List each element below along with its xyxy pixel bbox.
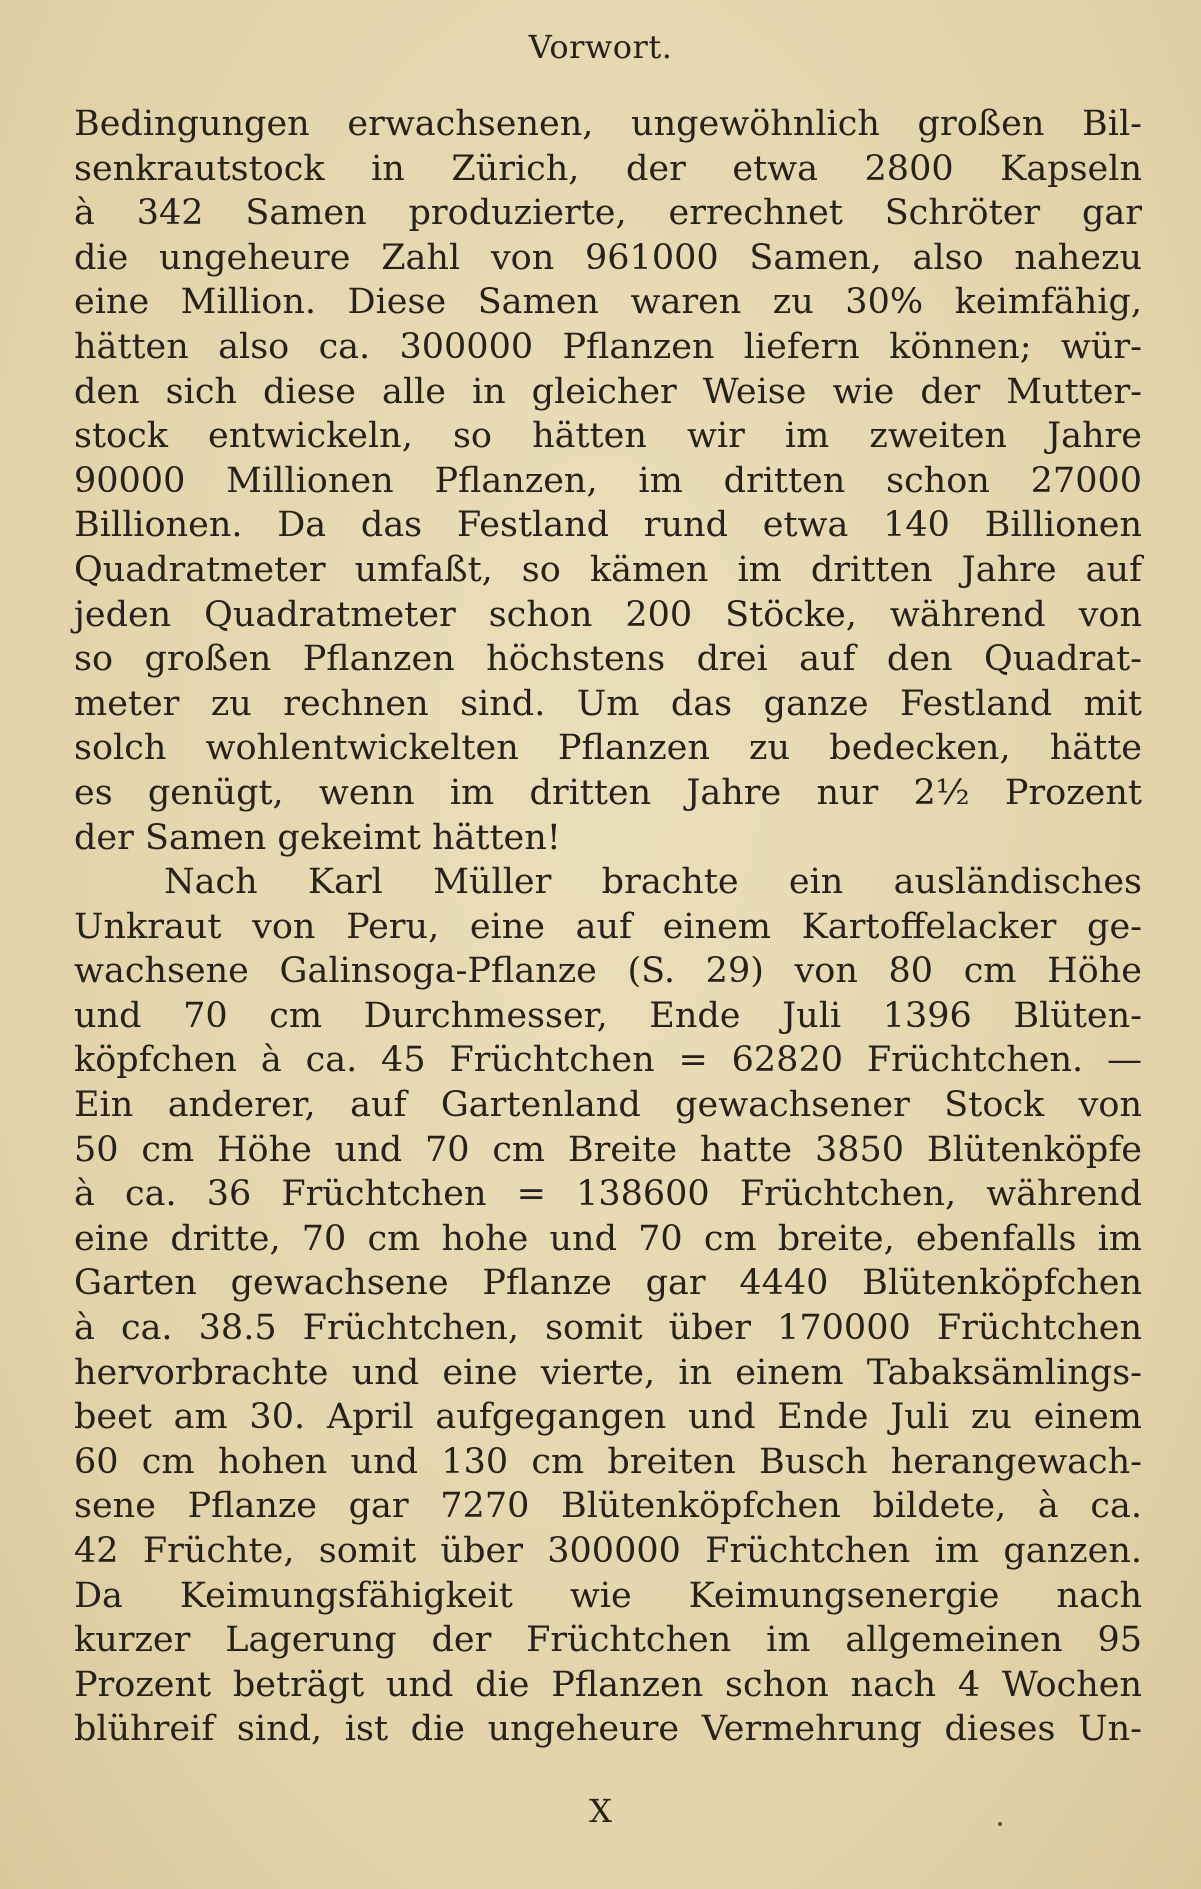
text-line: es genügt, wenn im dritten Jahre nur 2½ Prozent (74, 772, 1142, 813)
text-line: à ca. 36 Früchtchen = 138600 Früchtchen, während (74, 1174, 1142, 1215)
text-line: Ein anderer, auf Gartenland gewachsener Stock von (74, 1085, 1142, 1126)
text-line: Unkraut von Peru, eine auf einem Kartoffelacker ge- (74, 906, 1142, 947)
text-line: à 342 Samen produzierte, errechnet Schröter gar (74, 193, 1142, 234)
text-line: die ungeheure Zahl von 961000 Samen, also nahezu (74, 237, 1142, 278)
body-text (74, 102, 1142, 1752)
text-line: senkrautstock in Zürich, der etwa 2800 Kapseln (74, 148, 1142, 189)
text-line: Prozent beträgt und die Pflanzen schon nach 4 Wochen (74, 1664, 1142, 1705)
text-line: Billionen. Da das Festland rund etwa 140 Billionen (74, 505, 1142, 546)
text-line: köpfchen à ca. 45 Früchtchen = 62820 Früchtchen. — (74, 1040, 1142, 1081)
paragraph-end-line: der Samen gekeimt hätten! (74, 817, 561, 858)
text-line: 50 cm Höhe und 70 cm Breite hatte 3850 Blütenköpfe (74, 1129, 1142, 1170)
text-line: so großen Pflanzen höchstens drei auf den Quadrat- (74, 639, 1142, 680)
text-line: 60 cm hohen und 130 cm breiten Busch herangewach- (74, 1441, 1142, 1482)
text-line: wachsene Galinsoga-Pflanze (S. 29) von 80 cm Höhe (74, 951, 1142, 992)
text-line: Bedingungen erwachsenen, ungewöhnlich großen Bil- (74, 104, 1142, 144)
text-line: kurzer Lagerung der Früchtchen im allgemeinen 95 (74, 1620, 1142, 1661)
text-line: 90000 Millionen Pflanzen, im dritten schon 27000 (74, 460, 1142, 501)
page-number: X (589, 1792, 612, 1830)
text-line: blühreif sind, ist die ungeheure Vermehrung dieses Un- (74, 1709, 1142, 1750)
text-line: hätten also ca. 300000 Pflanzen liefern können; wür- (74, 326, 1142, 367)
text-line: 42 Früchte, somit über 300000 Früchtchen im ganzen. (74, 1531, 1142, 1571)
paper-speck (998, 1822, 1002, 1826)
text-line: den sich diese alle in gleicher Weise wie der Mutter- (74, 371, 1142, 412)
text-line: stock entwickeln, so hätten wir im zweiten Jahre (74, 416, 1142, 457)
text-line: hervorbrachte und eine vierte, in einem Tabaksämlings- (74, 1352, 1142, 1393)
text-line: à ca. 38.5 Früchtchen, somit über 170000 Früchtchen (74, 1308, 1142, 1349)
text-line: eine dritte, 70 cm hohe und 70 cm breite, ebenfalls im (74, 1218, 1142, 1259)
text-line: Da Keimungsfähigkeit wie Keimungsenergie nach (74, 1575, 1142, 1616)
text-line: solch wohlentwickelten Pflanzen zu bedecken, hätte (74, 728, 1142, 769)
running-head: Vorwort. (528, 28, 673, 66)
text-line: jeden Quadratmeter schon 200 Stöcke, während von (74, 594, 1142, 635)
text-line: Quadratmeter umfaßt, so kämen im dritten Jahre auf (74, 549, 1142, 590)
text-line: meter zu rechnen sind. Um das ganze Festland mit (74, 683, 1142, 724)
text-line: Garten gewachsene Pflanze gar 4440 Blütenköpfchen (74, 1263, 1142, 1304)
text-line: sene Pflanze gar 7270 Blütenköpfchen bildete, à ca. (74, 1486, 1142, 1527)
text-line: beet am 30. April aufgegangen und Ende Juli zu einem (74, 1397, 1142, 1438)
paragraph-start-line: Nach Karl Müller brachte ein ausländisches (164, 862, 1142, 903)
text-line: eine Million. Diese Samen waren zu 30% keimfähig, (74, 282, 1142, 323)
text-line: und 70 cm Durchmesser, Ende Juli 1396 Blüten- (74, 995, 1142, 1036)
